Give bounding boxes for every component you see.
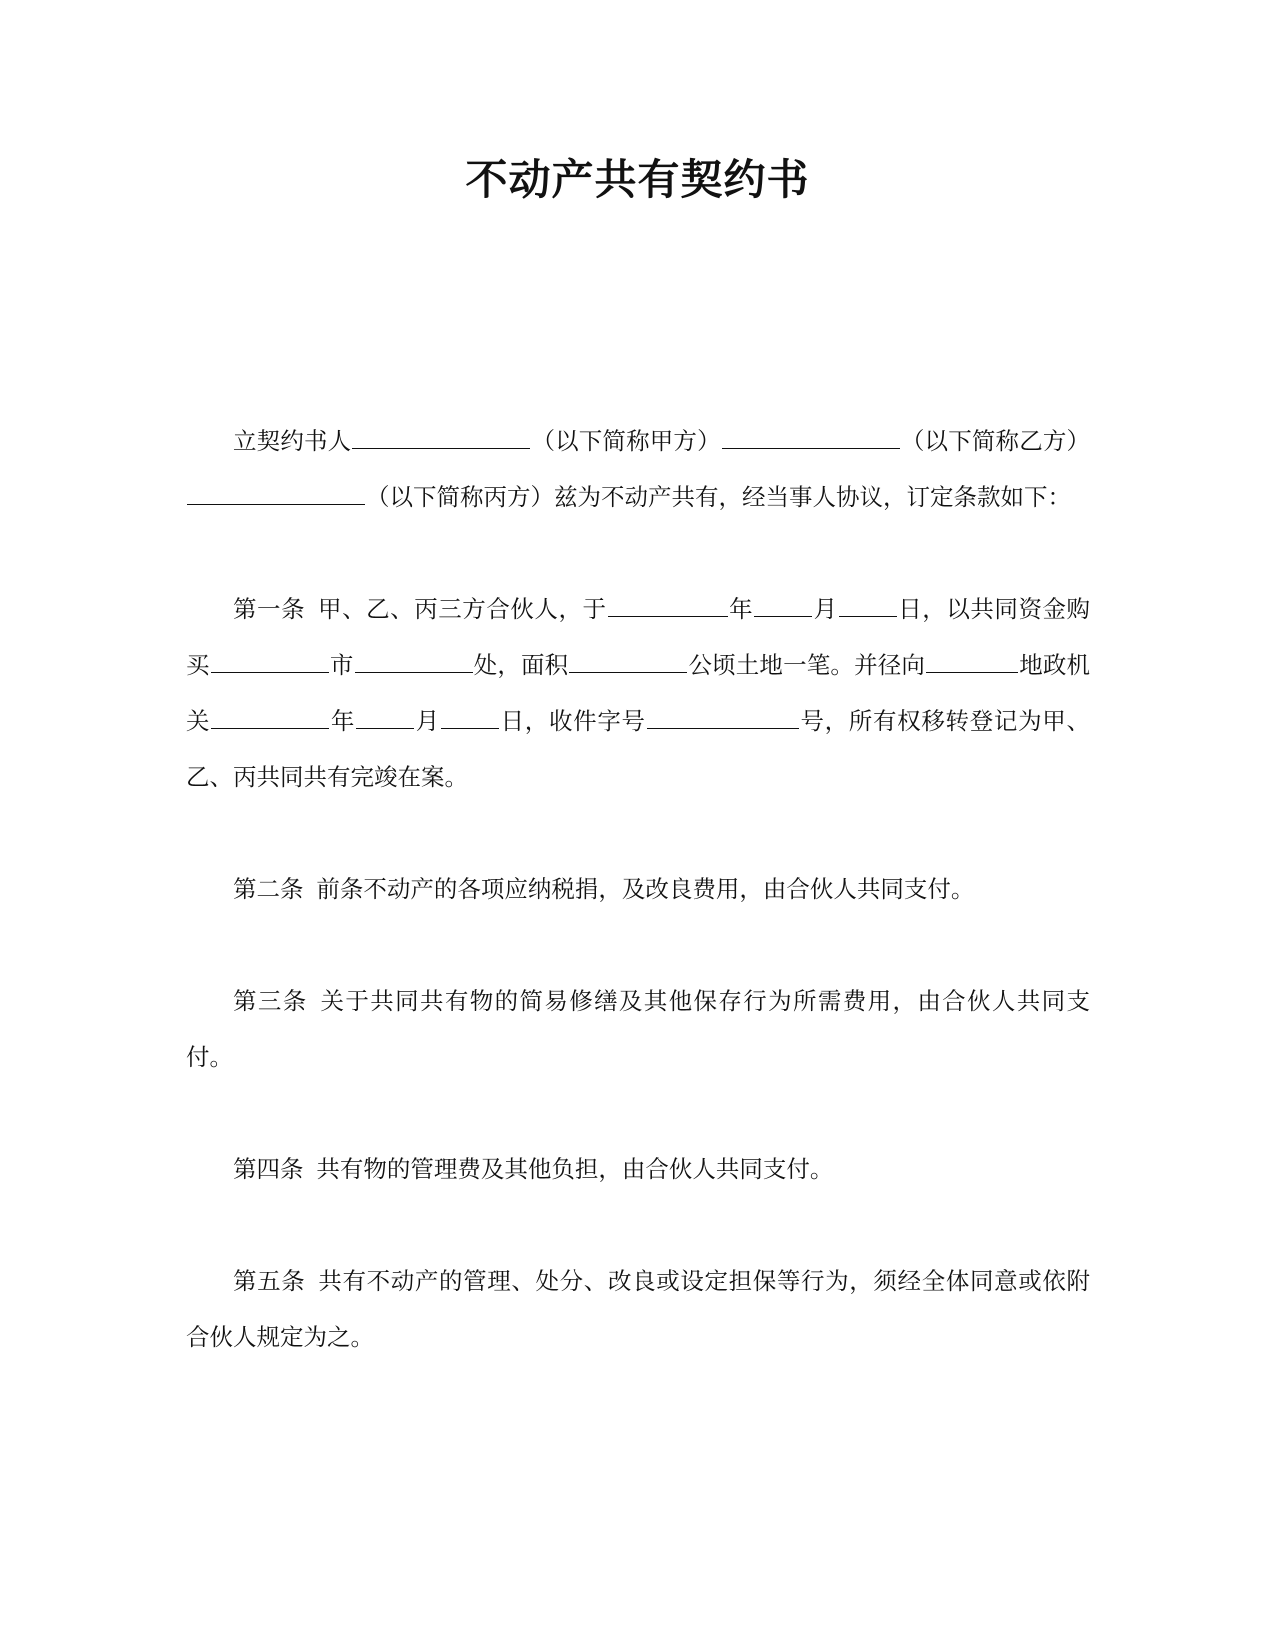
blank-register-day: [441, 703, 499, 729]
blank-receipt-number: [647, 703, 799, 729]
article-5-text: 共有不动产的管理、处分、改良或设定担保等行为，须经全体同意或依附合伙人规定为之。: [186, 1267, 1091, 1351]
blank-city: [211, 647, 329, 673]
blank-party-c: [187, 479, 365, 505]
article-1-paragraph: [186, 581, 1090, 805]
article-3-paragraph: [186, 973, 1090, 1085]
article-5-paragraph: [186, 1253, 1090, 1365]
blank-purchase-month: [754, 591, 812, 617]
article-1-text-2: 年: [728, 595, 754, 623]
blank-register-month: [356, 703, 414, 729]
article-1-label: 第一条: [233, 595, 306, 623]
paragraph-gap: [186, 1085, 1090, 1141]
blank-party-a: [352, 423, 530, 449]
document-title: 不动产共有契约书: [465, 155, 810, 204]
paragraph-gap: [186, 1197, 1090, 1253]
blank-party-b: [722, 423, 900, 449]
article-2-label: 第二条: [233, 875, 304, 903]
preamble-text-2: （以下简称甲方）: [531, 427, 721, 455]
article-1-text-3: 月: [813, 595, 838, 623]
article-1-text-7: 公顷土地一笔。并径向: [688, 651, 926, 679]
article-1-text-1: 甲、乙、丙三方合伙人，于: [318, 595, 607, 623]
paragraph-gap: [186, 525, 1090, 581]
article-1-text-12: 号，所有权移转登记为甲、乙、丙共同共有完竣在案。: [186, 707, 1090, 791]
blank-purchase-day: [839, 591, 897, 617]
preamble-paragraph: [186, 413, 1090, 525]
article-1-text-6: 处，面积: [473, 651, 569, 679]
article-1-text-8: 地政机关: [186, 651, 1091, 735]
document-body: [186, 413, 1090, 1365]
blank-purchase-year: [608, 591, 728, 617]
preamble-text-1: 立契约书人: [233, 427, 352, 455]
preamble-text-4: （以下简称丙方）兹为不动产共有，经当事人协议，订定条款如下：: [366, 483, 1071, 511]
blank-location: [355, 647, 473, 673]
blank-land-office: [926, 647, 1018, 673]
article-1-text-11: 日，收件字号: [499, 707, 646, 735]
blank-register-year: [211, 703, 329, 729]
article-1-text-10: 月: [415, 707, 440, 735]
article-5-label: 第五条: [233, 1267, 306, 1295]
article-2-text: 前条不动产的各项应纳税捐，及改良费用，由合伙人共同支付。: [316, 875, 975, 903]
article-4-text: 共有物的管理费及其他负担，由合伙人共同支付。: [316, 1155, 834, 1183]
article-3-label: 第三条: [233, 987, 308, 1015]
article-1-text-5: 市: [329, 651, 354, 679]
article-4-label: 第四条: [233, 1155, 304, 1183]
paragraph-gap: [186, 805, 1090, 861]
preamble-text-3: （以下简称乙方）: [900, 427, 1091, 455]
blank-area: [569, 647, 687, 673]
article-1-text-9: 年: [330, 707, 356, 735]
article-4-paragraph: [186, 1141, 1090, 1197]
paragraph-gap: [186, 917, 1090, 973]
article-2-paragraph: [186, 861, 1090, 917]
article-3-text: 关于共同共有物的简易修缮及其他保存行为所需费用，由合伙人共同支付。: [186, 987, 1091, 1071]
article-1-text-4: 日，以共同资金购买: [186, 595, 1091, 679]
